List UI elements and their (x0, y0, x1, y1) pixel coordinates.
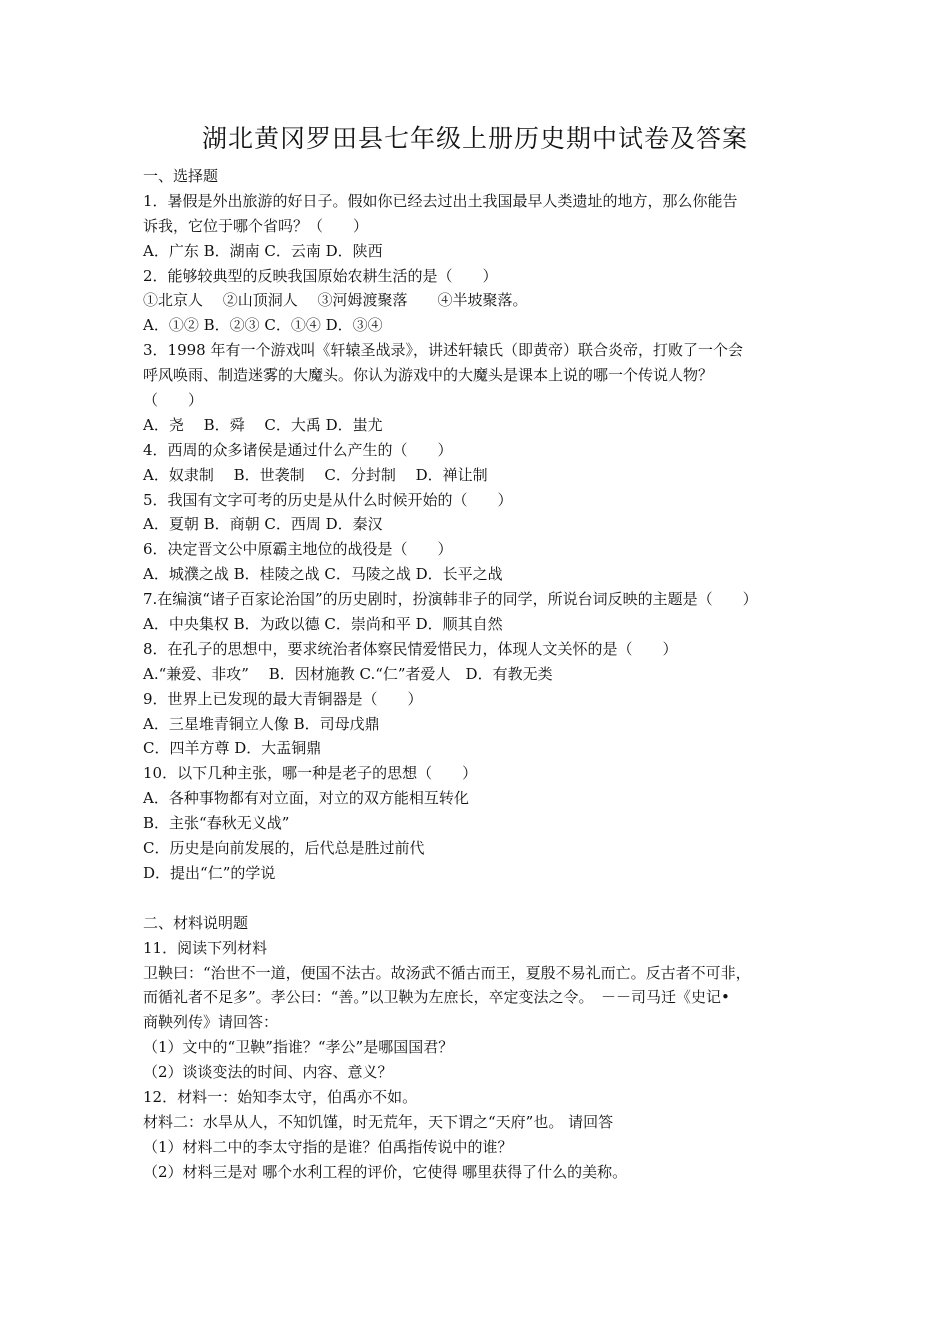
question-2-items: ①北京人 ②山顶洞人 ③河姆渡聚落 ④半坡聚落。 (143, 291, 528, 310)
question-5-text: 5．我国有文字可考的历史是从什么时候开始的（ ） (143, 490, 513, 509)
question-3-text: 3．1998 年有一个游戏叫《轩辕圣战录》，讲述轩辕氏（即黄帝）联合炎帝，打败了一个会 (143, 341, 743, 360)
question-6-options: A．城濮之战 B．桂陵之战 C．马陵之战 D．长平之战 (143, 565, 503, 584)
question-3-text-cont: 呼风唤雨、制造迷雾的大魔头。你认为游戏中的大魔头是课本上说的哪一个传说人物？ (143, 366, 714, 385)
question-9-options-ab: A．三星堆青铜立人像 B．司母戊鼎 (143, 714, 380, 733)
question-10-text: 10．以下几种主张，哪一种是老子的思想（ ） (143, 764, 478, 783)
section-heading-material: 二、材料说明题 (143, 913, 249, 932)
question-12-sub-2: （2）材料三是对 哪个水利工程的评价，它使得 哪里获得了什么的美称。 (143, 1162, 628, 1181)
question-4-options: A．奴隶制 B．世袭制 C．分封制 D．禅让制 (143, 465, 488, 484)
question-9-text: 9．世界上已发现的最大青铜器是（ ） (143, 689, 423, 708)
question-11-material: 卫鞅曰：“治世不一道，便国不法古。故汤武不循古而王，夏殷不易礼而亡。反古者不可非， (143, 963, 751, 982)
question-7-text: 7.在编演“诸子百家论治国”的历史剧时，扮演韩非子的同学，所说台词反映的主题是（ ） (143, 590, 758, 609)
question-1-text: 1．暑假是外出旅游的好日子。假如你已经去过出土我国最早人类遗址的地方，那么你能告 (143, 191, 738, 210)
question-10-option-b: B．主张“春秋无义战” (143, 814, 290, 833)
question-10-option-a: A．各种事物都有对立面，对立的双方能相互转化 (143, 789, 469, 808)
exam-title: 湖北黄冈罗田县七年级上册历史期中试卷及答案 (201, 124, 748, 153)
question-7-options: A．中央集权 B．为政以德 C．崇尚和平 D．顺其自然 (143, 615, 503, 634)
question-4-text: 4．西周的众多诸侯是通过什么产生的（ ） (143, 440, 453, 459)
question-9-options-cd: C．四羊方尊 D．大盂铜鼎 (143, 739, 322, 758)
question-12-sub-1: （1）材料二中的李太守指的是谁？伯禹指传说中的谁？ (143, 1137, 513, 1156)
spacer (143, 886, 811, 911)
question-6-text: 6．决定晋文公中原霸主地位的战役是（ ） (143, 540, 453, 559)
question-11-text: 11．阅读下列材料 (143, 938, 268, 957)
question-12-material-1: 12．材料一：始知李太守，伯禹亦不如。 (143, 1087, 418, 1106)
question-2-options: A．①② B．②③ C．①④ D．③④ (143, 316, 383, 335)
question-1-text-cont: 诉我，它位于哪个省吗？（ ） (143, 216, 369, 235)
question-11-sub-2: （2）谈谈变法的时间、内容、意义？ (143, 1063, 393, 1082)
question-2-text: 2．能够较典型的反映我国原始农耕生活的是（ ） (143, 266, 498, 285)
question-12-material-2: 材料二：水旱从人，不知饥馑，时无荒年，天下谓之“天府”也。 请回答 (143, 1112, 614, 1131)
question-10-option-c: C．历史是向前发展的，后代总是胜过前代 (143, 839, 425, 858)
section-heading-choice: 一、选择题 (143, 167, 219, 185)
question-3-options: A．尧 B．舜 C．大禹 D．蚩尤 (143, 415, 383, 434)
question-11-sub-1: （1）文中的“卫鞅”指谁？“孝公”是哪国国君？ (143, 1038, 454, 1057)
exam-content (143, 164, 811, 1185)
question-10-option-d: D．提出“仁”的学说 (143, 863, 276, 882)
question-3-blank: （ ） (143, 391, 204, 410)
question-8-text: 8．在孔子的思想中，要求统治者体察民情爱惜民力，体现人文关怀的是（ ） (143, 639, 678, 658)
question-11-material-cont: 而循礼者不足多”。孝公曰：“善。”以卫鞅为左庶长，卒定变法之令。 －－司马迁《史记• (143, 988, 730, 1007)
question-1-options: A．广东 B．湖南 C．云南 D．陕西 (143, 241, 383, 260)
question-5-options: A．夏朝 B．商朝 C．西周 D．秦汉 (143, 515, 383, 534)
question-11-material-end: 商鞅列传》请回答： (143, 1013, 279, 1032)
question-8-options: A.“兼爱、非攻” B．因材施教 C.“仁”者爱人 D．有教无类 (143, 664, 553, 683)
